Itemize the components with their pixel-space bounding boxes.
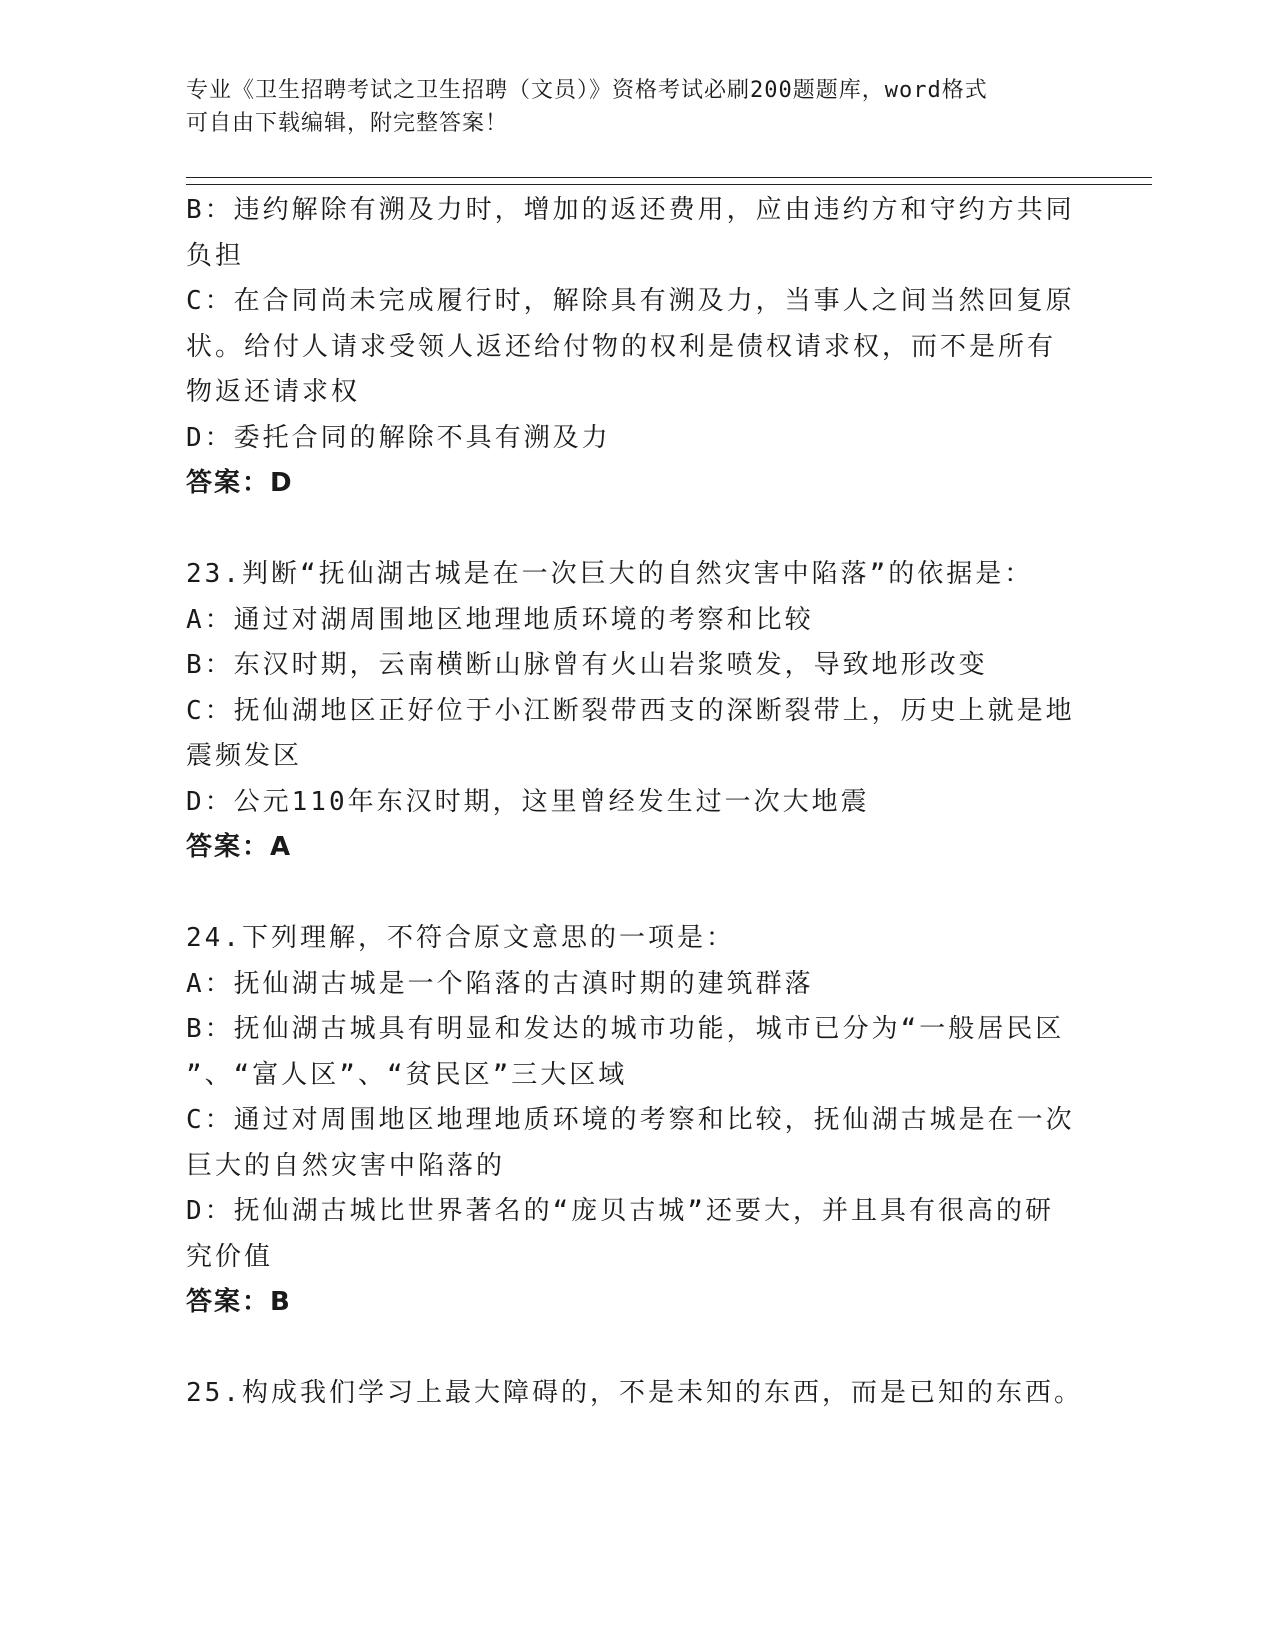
option-c-line-3: 物返还请求权 [186,377,361,407]
header-divider-bottom [186,184,1152,185]
option-c-line-2: 震频发区 [186,741,303,771]
question-stem: 25.构成我们学习上最大障碍的，不是未知的东西，而是已知的东西。 [186,1378,1083,1408]
option-b-line-2: 负担 [186,240,245,271]
option-a-line-1: A：抚仙湖古城是一个陷落的古滇时期的建筑群落 [186,968,814,999]
question-24 [186,916,1076,1326]
document-body [186,188,1083,1417]
question-stem: 24.下列理解，不符合原文意思的一项是： [186,923,735,953]
option-b-line-2: ”、“富人区”、“贫民区”三大区域 [186,1059,628,1090]
option-b-line-1: B：抚仙湖古城具有明显和发达的城市功能，城市已分为“一般居民区 [186,1014,1065,1044]
answer-label: 答案：D [186,468,294,498]
option-c-line-2: 状。给付人请求受领人返还给付物的权利是债权请求权，而不是所有 [186,331,1057,362]
option-c-line-1: C：抚仙湖地区正好位于小江断裂带西支的深断裂带上，历史上就是地 [186,695,1075,726]
header-line-2: 可自由下载编辑，附完整答案！ [186,111,509,136]
question-stem: 23.判断“抚仙湖古城是在一次巨大的自然灾害中陷落”的依据是： [186,559,1034,589]
option-b-line-1: B：东汉时期，云南横断山脉曾有火山岩浆喷发，导致地形改变 [186,650,988,680]
option-c-line-2: 巨大的自然灾害中陷落的 [186,1150,506,1181]
answer-label: 答案：B [186,1287,292,1317]
spacer [186,871,1076,917]
document-header [186,74,1066,140]
option-d-line-1: D：公元110年东汉时期，这里曾经发生过一次大地震 [186,786,870,817]
question-25 [186,1371,1083,1417]
option-d-line-2: 究价值 [186,1241,274,1272]
question-23 [186,552,1076,871]
option-c-line-1: C：在合同尚未完成履行时，解除具有溯及力，当事人之间当然回复原 [186,286,1075,316]
option-a-line-1: A：通过对湖周围地区地理地质环境的考察和比较 [186,604,814,635]
spacer [186,507,1076,553]
option-b-line-1: B：违约解除有溯及力时，增加的返还费用，应由违约方和守约方共同 [186,195,1075,225]
option-d-line-1: D：委托合同的解除不具有溯及力 [186,422,611,453]
header-line-1: 专业《卫生招聘考试之卫生招聘（文员）》资格考试必刷200题题库，word格式 [186,78,988,103]
answer-label: 答案：A [186,832,293,862]
option-d-line-1: D：抚仙湖古城比世界著名的“庞贝古城”还要大，并且具有很高的研 [186,1196,1054,1226]
header-divider-top [186,177,1152,178]
question-22-continued [186,188,1076,507]
spacer [186,1326,1076,1372]
option-c-line-1: C：通过对周围地区地理地质环境的考察和比较，抚仙湖古城是在一次 [186,1105,1075,1135]
